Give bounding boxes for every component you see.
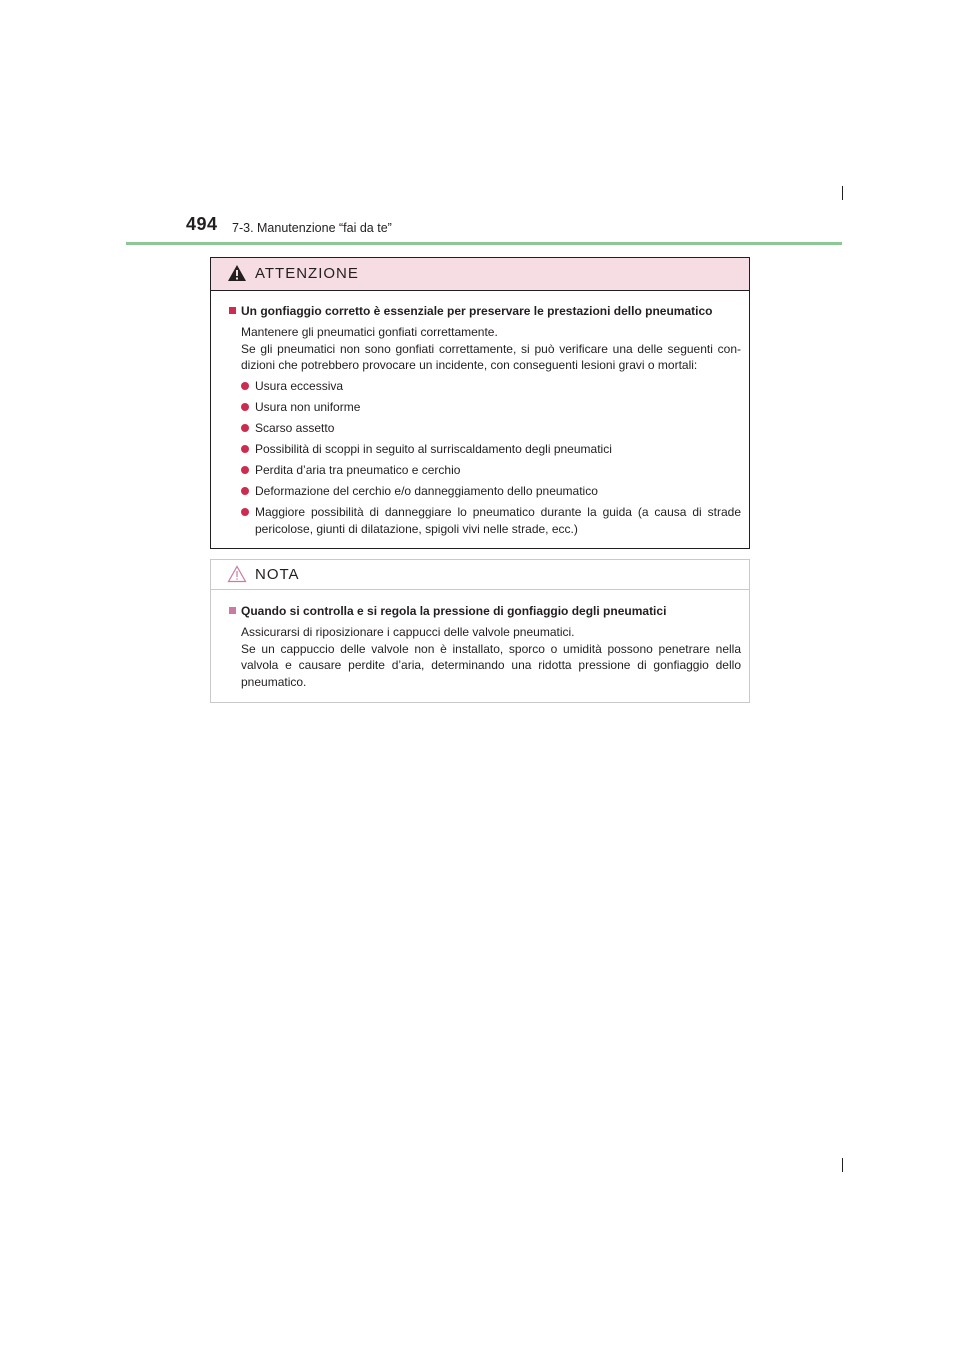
warning-title: ATTENZIONE: [255, 265, 359, 282]
warning-header: [211, 258, 749, 291]
note-header: [211, 560, 749, 590]
bullet-dot-icon: [241, 403, 249, 411]
warning-triangle-icon: [227, 264, 247, 282]
bullet-dot-icon: [241, 487, 249, 495]
warning-box: [210, 257, 750, 549]
bullet-dot-icon: [241, 445, 249, 453]
note-body: [211, 590, 749, 690]
note-heading: Quando si controlla e si regola la pressione di gonfiaggio degli pneumatici: [229, 603, 741, 620]
bullet-dot-icon: [241, 382, 249, 390]
header-rule: [126, 242, 842, 245]
square-bullet-icon: [229, 607, 236, 614]
warning-heading: Un gonfiaggio corretto è essenziale per preservare le prestazioni dello pneumatico: [229, 303, 741, 320]
warning-bullet: Usura non uniforme: [229, 399, 741, 416]
bullet-dot-icon: [241, 466, 249, 474]
note-box: [210, 559, 750, 703]
page-number: 494: [186, 214, 218, 234]
warning-intro-1: Mantenere gli pneumatici gonfiati correttamente.: [241, 325, 498, 339]
section-title: 7-3. Manutenzione “fai da te”: [232, 221, 392, 235]
note-paragraph-2: Se un cappuccio delle valvole non è installato, sporco o umidità possono penetrare nella valvola e causare perdite d’aria, determinando una ridotta pressione di gonfiaggio dello pneumatico.: [241, 641, 741, 689]
square-bullet-icon: [229, 307, 236, 314]
warning-bullet: Maggiore possibilità di danneggiare lo pneumatico durante la guida (a causa di strade pericolose, giunti di dilatazione, spigoli vivi nelle strade, ecc.): [229, 504, 741, 537]
note-title: NOTA: [255, 566, 300, 583]
note-paragraph-1: Assicurarsi di riposizionare i cappucci delle valvole pneumatici.: [241, 625, 575, 639]
warning-body: [211, 291, 749, 537]
warning-bullet: Usura eccessiva: [229, 378, 741, 395]
caution-outline-icon: [227, 565, 247, 583]
crop-mark-bottom: [842, 1158, 843, 1172]
warning-bullet: Perdita d’aria tra pneumatico e cerchio: [229, 462, 741, 479]
bullet-dot-icon: [241, 424, 249, 432]
warning-bullet: Deformazione del cerchio e/o danneggiamento dello pneumatico: [229, 483, 741, 500]
warning-bullet: Possibilità di scoppi in seguito al surriscaldamento degli pneumatici: [229, 441, 741, 458]
warning-intro-2: Se gli pneumatici non sono gonfiati correttamente, si può verificare una delle seguenti con-dizioni che potrebbero provocare un incidente, con conseguenti lesioni gravi o mortali:: [241, 341, 741, 372]
warning-bullet: Scarso assetto: [229, 420, 741, 437]
bullet-dot-icon: [241, 508, 249, 516]
crop-mark-top: [842, 186, 843, 200]
